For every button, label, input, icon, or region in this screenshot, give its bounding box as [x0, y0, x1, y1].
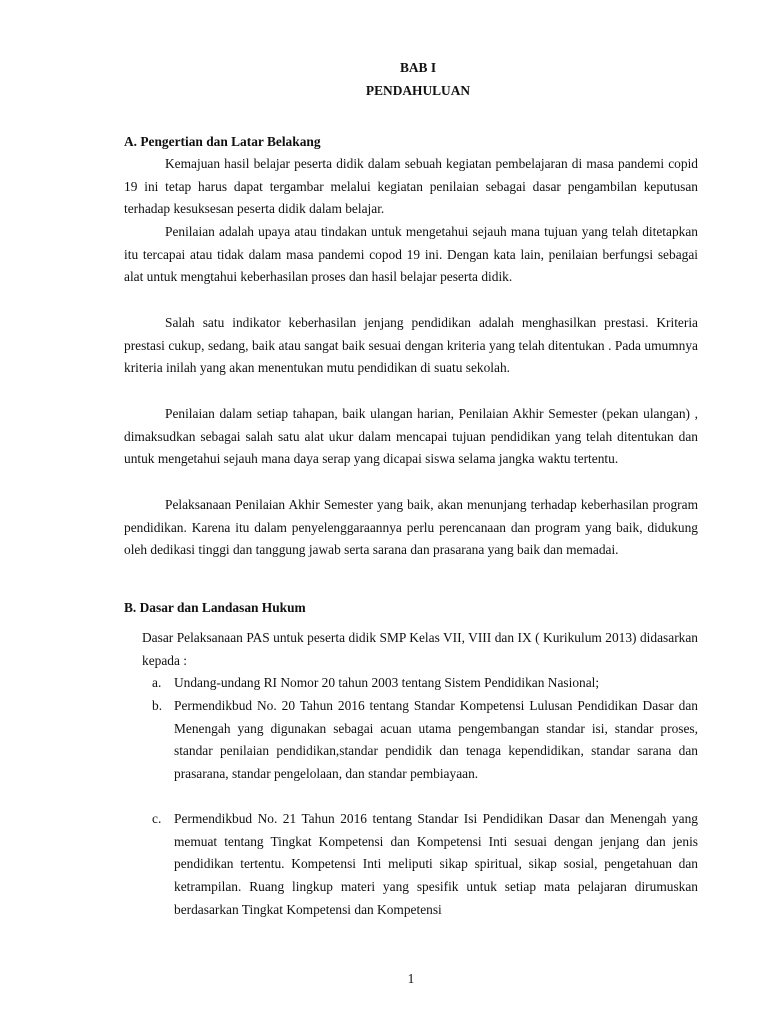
list-item-text: Undang-undang RI Nomor 20 tahun 2003 tentang Sistem Pendidikan Nasional;: [174, 675, 600, 690]
list-item-text: Permendikbud No. 20 Tahun 2016 tentang Standar Kompetensi Lulusan Pendidikan Dasar dan Menengah yang digunakan sebagai acuan utama pengembangan standar isi, standar proses, standar penilaian pendidikan,standar pendidik dan tenaga kependidikan, standar sarana dan prasarana, standar pengelolaan, dan standar pembiayaan.: [174, 698, 698, 782]
chapter-title: PENDAHULUAN: [365, 83, 471, 98]
section-a-paragraph-1: Kemajuan hasil belajar peserta didik dalam sebuah kegiatan pembelajaran di masa pandemi copid 19 ini tetap harus dapat tergambar melalui kegiatan penilaian sebagai dasar pengambilan keputusan terhadap kesuksesan peserta didik dalam belajar.: [124, 156, 698, 217]
list-marker: c.: [152, 811, 162, 826]
section-a-paragraph-4: Penilaian dalam setiap tahapan, baik ulangan harian, Penilaian Akhir Semester (pekan ulangan) , dimaksudkan sebagai salah satu alat ukur dalam mencapai tujuan pendidikan yang telah ditentukan dan untuk mengetahui sejauh mana daya serap yang dicapai siswa selama jangka waktu tertentu.: [124, 406, 698, 467]
page-number: 1: [407, 971, 415, 986]
section-b-heading: B. Dasar dan Landasan Hukum: [124, 600, 306, 615]
section-a-paragraph-2: Penilaian adalah upaya atau tindakan untuk mengetahui sejauh mana tujuan yang telah ditetapkan itu tercapai atau tidak dalam masa pandemi copod 19 ini. Dengan kata lain, penilaian berfungsi sebagai alat untuk mengtahui keberhasilan proses dan hasil belajar peserta didik.: [124, 224, 698, 285]
section-a-paragraph-3: Salah satu indikator keberhasilan jenjang pendidikan adalah menghasilkan prestasi. Kriteria prestasi cukup, sedang, baik atau sangat baik sesuai dengan kriteria yang telah ditentukan . Pada umumnya kriteria inilah yang akan menentukan mutu pendidikan di suatu sekolah.: [124, 315, 698, 376]
section-b-intro: Dasar Pelaksanaan PAS untuk peserta didik SMP Kelas VII, VIII dan IX ( Kurikulum 2013) didasarkan kepada :: [142, 630, 698, 668]
section-a-paragraph-5: Pelaksanaan Penilaian Akhir Semester yang baik, akan menunjang terhadap keberhasilan program pendidikan. Karena itu dalam penyelenggaraannya perlu perencanaan dan program yang baik, didukung oleh dedikasi tinggi dan tanggung jawab serta sarana dan prasarana yang baik dan memadai.: [124, 497, 698, 558]
chapter-number: BAB I: [399, 60, 437, 75]
list-item-text: Permendikbud No. 21 Tahun 2016 tentang Standar Isi Pendidikan Dasar dan Menengah yang memuat tentang Tingkat Kompetensi dan Kompetensi Inti sesuai dengan jenjang dan jenis pendidikan tertentu. Kompetensi Inti meliputi sikap spiritual, sikap sosial, pengetahuan dan ketrampilan. Ruang lingkup materi yang spesifik untuk setiap mata pelajaran dirumuskan berdasarkan Tingkat Kompetensi dan Kompetensi: [174, 811, 698, 917]
list-marker: a.: [152, 675, 162, 690]
list-marker: b.: [152, 698, 163, 713]
section-a-heading: A. Pengertian dan Latar Belakang: [124, 134, 321, 149]
